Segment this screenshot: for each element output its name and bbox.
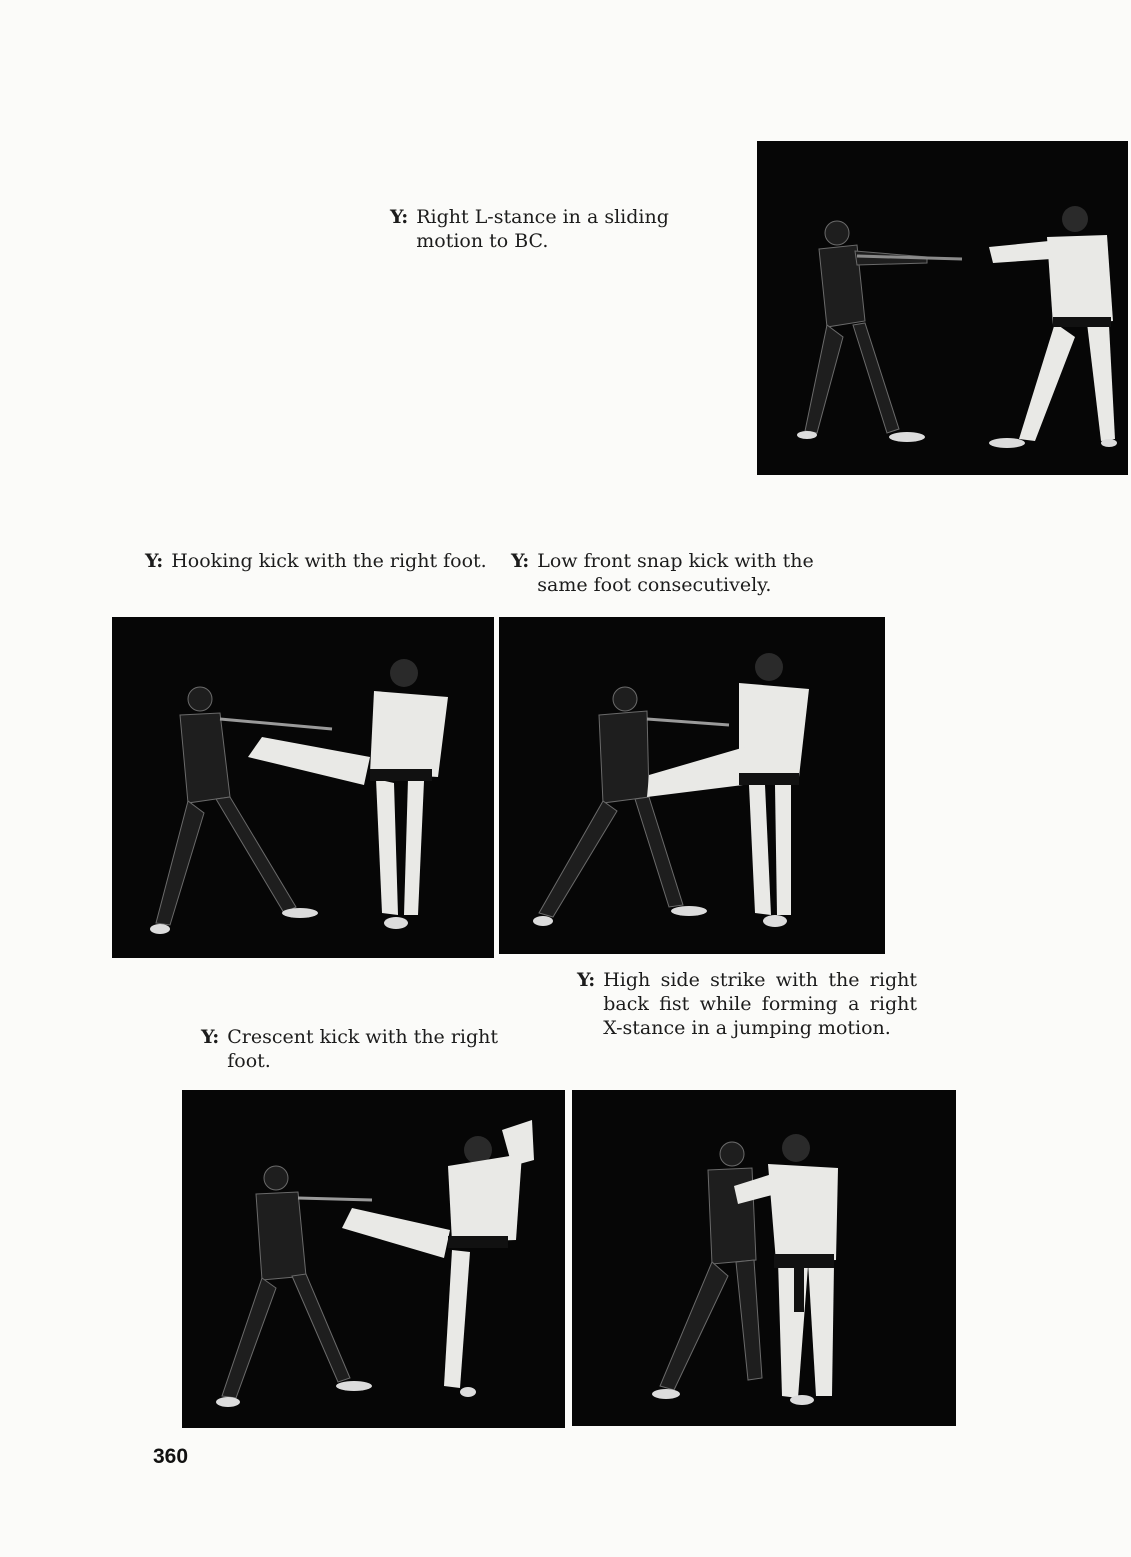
caption-back-fist-strike (577, 968, 917, 1040)
photo-illustration (572, 1090, 956, 1426)
caption-text: Right L-stance in a sliding motion to BC. (416, 206, 669, 252)
caption-text: Hooking kick with the right foot. (171, 550, 487, 572)
caption-hooking-kick (145, 549, 490, 573)
hooking-kick-photo (112, 617, 494, 958)
caption-crescent-kick (201, 1025, 546, 1073)
photo-illustration (499, 617, 885, 954)
caption-front-snap-kick (511, 549, 856, 597)
photo-illustration (182, 1090, 565, 1428)
photo-illustration (112, 617, 494, 958)
photo-illustration (757, 141, 1128, 475)
caption-label: Y: (145, 550, 164, 572)
caption-text: Low front snap kick with the same foot consecutively. (537, 550, 814, 596)
crescent-kick-photo (182, 1090, 565, 1428)
caption-text: Crescent kick with the right foot. (227, 1026, 499, 1072)
caption-text: High side strike with the right back fist while forming a right X-stance in a jumping motion. (603, 969, 917, 1039)
caption-label: Y: (511, 550, 530, 572)
caption-label: Y: (201, 1026, 220, 1048)
caption-l-stance (390, 205, 735, 253)
front-snap-kick-photo (499, 617, 885, 954)
caption-label: Y: (577, 969, 596, 991)
page-number: 360 (153, 1445, 189, 1468)
caption-label: Y: (390, 206, 409, 228)
back-fist-strike-photo (572, 1090, 956, 1426)
l-stance-sliding-photo (757, 141, 1128, 475)
